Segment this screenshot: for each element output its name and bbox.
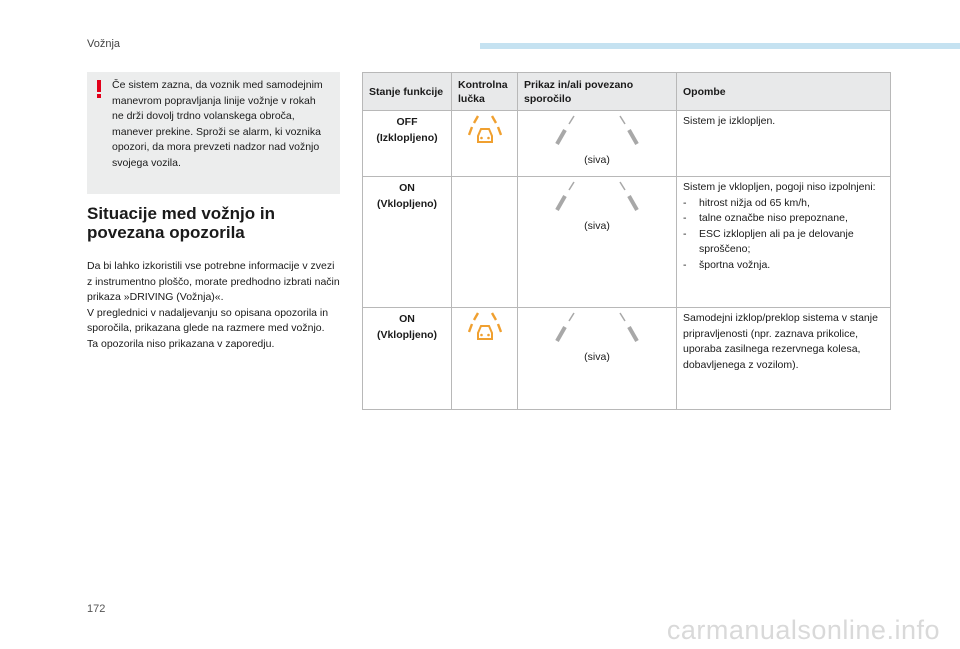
list-item: - talne označbe niso prepoznane, bbox=[683, 211, 884, 227]
watermark: carmanualsonline.info bbox=[666, 615, 940, 645]
lane-markings-icon bbox=[547, 114, 647, 150]
lamp-cell bbox=[452, 111, 518, 177]
table-row bbox=[363, 111, 891, 177]
table-row bbox=[363, 177, 891, 308]
paragraph: Da bi lahko izkoristili vse potrebne informacije v zvezi z instrumentno ploščo, morate predhodno izbrati način prikaza »DRIVING (Vožnja)«. bbox=[87, 260, 340, 304]
notes-text: Samodejni izklop/preklop sistema v stanje pripravljenosti (npr. zaznava prikolice, uporaba zasilnega rezervnega kolesa, dobavljenega z vozilom). bbox=[683, 312, 878, 371]
state-label: OFF bbox=[396, 116, 418, 128]
chapter-bar bbox=[480, 43, 960, 49]
state-sub-label: (Izklopljeno) bbox=[376, 132, 438, 144]
notes-list bbox=[683, 196, 884, 274]
warning-box bbox=[87, 72, 340, 194]
status-table bbox=[362, 72, 891, 410]
lane-markings-icon bbox=[547, 311, 647, 347]
header-display: Prikaz in/ali povezano sporočilo bbox=[518, 73, 677, 111]
lane-markings-icon bbox=[547, 180, 647, 216]
list-item: - hitrost nižja od 65 km/h, bbox=[683, 196, 884, 212]
state-cell bbox=[363, 177, 452, 308]
display-cell bbox=[518, 177, 677, 308]
display-cell bbox=[518, 308, 677, 410]
body-text bbox=[87, 259, 342, 353]
lamp-cell bbox=[452, 308, 518, 410]
notes-intro: Sistem je vklopljen, pogoji niso izpolnjeni: bbox=[683, 181, 876, 193]
state-cell bbox=[363, 308, 452, 410]
state-cell bbox=[363, 111, 452, 177]
table-row bbox=[363, 308, 891, 410]
list-item: - ESC izklopljen ali pa je delovanje sproščeno; bbox=[683, 227, 884, 258]
notes-cell bbox=[677, 111, 891, 177]
chapter-title: Vožnja bbox=[87, 38, 121, 50]
lane-assist-warning-icon bbox=[468, 114, 502, 146]
header-notes: Opombe bbox=[677, 73, 891, 111]
paragraph: Ta opozorila niso prikazana v zaporedju. bbox=[87, 337, 275, 350]
list-item: - športna vožnja. bbox=[683, 258, 884, 274]
lamp-cell bbox=[452, 177, 518, 308]
state-label: ON bbox=[399, 182, 415, 194]
notes-cell bbox=[677, 177, 891, 308]
paragraph: V preglednici v nadaljevanju so opisana opozorila in sporočila, prikazana glede na razmere med vožnjo. bbox=[87, 306, 329, 335]
header-lamp: Kontrolna lučka bbox=[452, 73, 518, 111]
state-label: ON bbox=[399, 313, 415, 325]
exclamation-icon bbox=[96, 80, 102, 98]
page-number: 172 bbox=[87, 603, 106, 615]
display-label: (siva) bbox=[584, 154, 610, 166]
section-heading: Situacije med vožnjo in povezana opozorila bbox=[87, 204, 275, 242]
display-cell bbox=[518, 111, 677, 177]
warning-text: Če sistem zazna, da voznik med samodejnim manevrom popravljanja linije vožnje v rokah ne drži dovolj trdno volanskega obroča, manever prekine. Sproži se alarm, ki voznika opozori, da mora prevzeti nadzor nad vožnjo svojega vozila. bbox=[112, 79, 323, 169]
lane-assist-warning-icon bbox=[468, 311, 502, 343]
notes-cell bbox=[677, 308, 891, 410]
state-sub-label: (Vklopljeno) bbox=[376, 329, 438, 341]
header-state: Stanje funkcije bbox=[363, 73, 452, 111]
notes-text: Sistem je izklopljen. bbox=[683, 115, 776, 127]
state-sub-label: (Vklopljeno) bbox=[376, 198, 438, 210]
table-header-row bbox=[363, 73, 891, 111]
display-label: (siva) bbox=[584, 220, 610, 232]
display-label: (siva) bbox=[584, 351, 610, 363]
